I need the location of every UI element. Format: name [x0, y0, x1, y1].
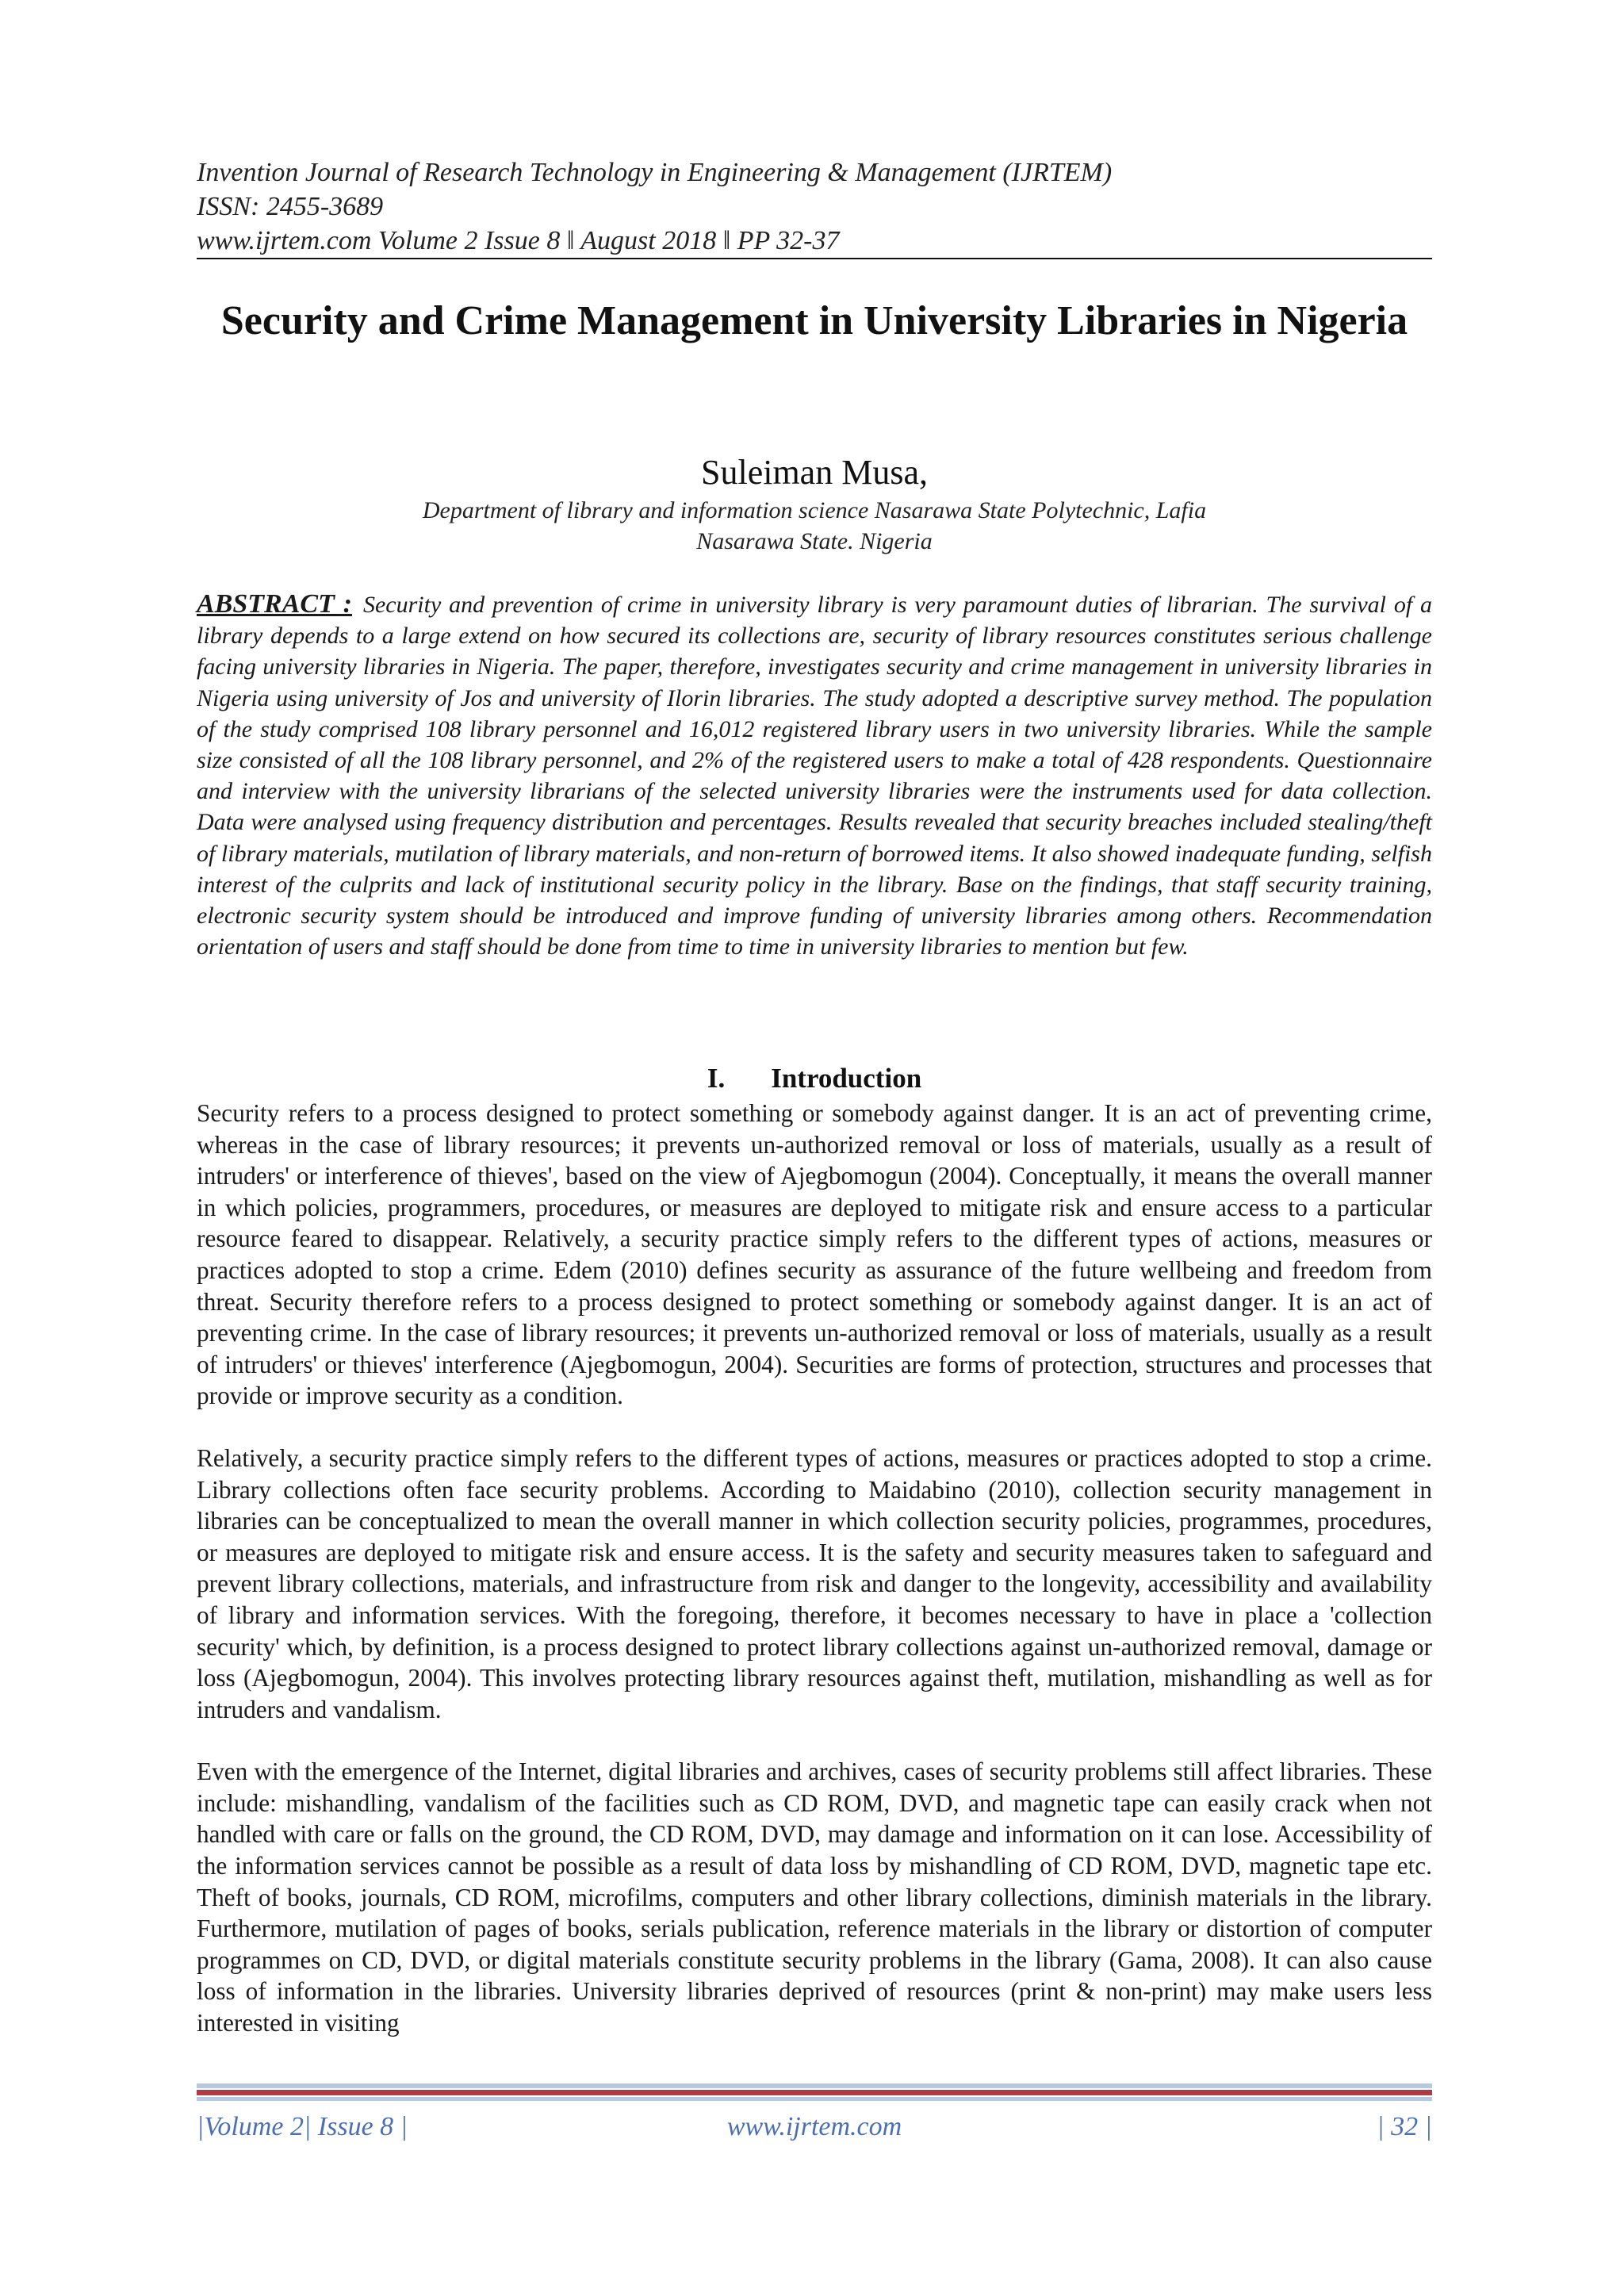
section-number: I.	[707, 1063, 726, 1094]
paragraph: Relatively, a security practice simply refers to the different types of actions, measures or practices adopted to stop a crime. Library collections often face security problems. According to Maidabino (2010), collection security management in libraries can be conceptualized to mean the overall manner in which collection security policies, programmes, procedures, or measures are deployed to mitigate risk and ensure access. It is the safety and security measures taken to safeguard and prevent library collections, materials, and infrastructure from risk and danger to the longevity, accessibility and availability of library and information services. With the foregoing, therefore, it becomes necessary to have in place a 'collection security' which, by definition, is a process designed to protect library collections against un-authorized removal, damage or loss (Ajegbomogun, 2004). This involves protecting library resources against theft, mutilation, mishandling as well as for intruders and vandalism.	[197, 1443, 1432, 1723]
section-heading	[197, 1061, 1432, 1096]
journal-header	[197, 155, 1432, 258]
paragraph: Security refers to a process designed to protect something or somebody against danger. It is an act of preventing crime, whereas in the case of library resources; it prevents un-authorized removal or loss of materials, usually as a result of intruders' or interference of thieves', based on the view of Ajegbomogun (2004). Conceptually, it means the overall manner in which policies, programmers, procedures, or measures are deployed to mitigate risk and ensure access to a particular resource feared to disappear. Relatively, a security practice simply refers to the different types of actions, measures or practices adopted to stop a crime. Edem (2010) defines security as assurance of the future wellbeing and freedom from threat. Security therefore refers to a process designed to protect something or somebody against danger. It is an act of preventing crime. In the case of library resources; it prevents un-authorized removal or loss of materials, usually as a result of intruders' or thieves' interference (Ajegbomogun, 2004). Securities are forms of protection, structures and processes that provide or improve security as a condition.	[197, 1099, 1432, 1410]
journal-name: Invention Journal of Research Technology in Engineering & Management (IJRTEM)	[197, 158, 1113, 187]
journal-issue-info: www.ijrtem.com Volume 2 Issue 8 ‖ August 2018 ‖ PP 32-37	[197, 226, 840, 255]
author-block	[197, 450, 1432, 557]
journal-issn: ISSN: 2455-3689	[197, 192, 384, 221]
paper-title: Security and Crime Management in University Libraries in Nigeria	[220, 298, 1408, 343]
affiliation-line-1: Department of library and information science Nasarawa State Polytechnic, Lafia	[422, 497, 1207, 523]
author-name: Suleiman Musa,	[701, 453, 928, 492]
page-footer	[197, 2110, 1432, 2145]
abstract	[197, 588, 1432, 962]
footer-website: www.ijrtem.com	[726, 2112, 902, 2141]
section-title: Introduction	[771, 1063, 922, 1094]
footer-divider	[197, 2083, 1432, 2101]
body-text	[197, 1098, 1432, 2070]
header-rule	[197, 258, 1432, 259]
footer-page-number: | 32 |	[1377, 2112, 1432, 2141]
affiliation-line-2: Nasarawa State. Nigeria	[696, 528, 933, 554]
paragraph: Even with the emergence of the Internet, digital libraries and archives, cases of security problems still affect libraries. These include: mishandling, vandalism of the facilities such as CD ROM, DVD, and magnetic tape can easily crack when not handled with care or falls on the ground, the CD ROM, DVD, may damage and information on it can lose. Accessibility of the information services cannot be possible as a result of data loss by mishandling of CD ROM, DVD, magnetic tape etc. Theft of books, journals, CD ROM, microfilms, computers and other library collections, diminish materials in the library. Furthermore, mutilation of pages of books, serials publication, reference materials in the library or distortion of computer programmes on CD, DVD, or digital materials constitute security problems in the library (Gama, 2008). It can also cause loss of information in the libraries. University libraries deprived of resources (print & non-print) may make users less interested in visiting	[197, 1757, 1432, 2037]
abstract-label: ABSTRACT :	[197, 589, 352, 619]
abstract-text: Security and prevention of crime in university library is very paramount duties of librarian. The survival of a library depends to a large extend on how secured its collections are, security of library resources constitutes serious challenge facing university libraries in Nigeria. The paper, therefore, investigates security and crime management in university libraries in Nigeria using university of Jos and university of Ilorin libraries. The study adopted a descriptive survey method. The population of the study comprised 108 library personnel and 16,012 registered library users in two university libraries. While the sample size consisted of all the 108 library personnel, and 2% of the registered users to make a total of 428 respondents. Questionnaire and interview with the university librarians of the selected university libraries were the instruments used for data collection. Data were analysed using frequency distribution and percentages. Results revealed that security breaches included stealing/theft of library materials, mutilation of library materials, and non-return of borrowed items. It also showed inadequate funding, selfish interest of the culprits and lack of institutional security policy in the library. Base on the findings, that staff security training, electronic security system should be introduced and improve funding of university libraries among others. Recommendation orientation of users and staff should be done from time to time in university libraries to mention but few.	[197, 592, 1432, 960]
footer-volume-issue: |Volume 2| Issue 8 |	[197, 2112, 408, 2141]
